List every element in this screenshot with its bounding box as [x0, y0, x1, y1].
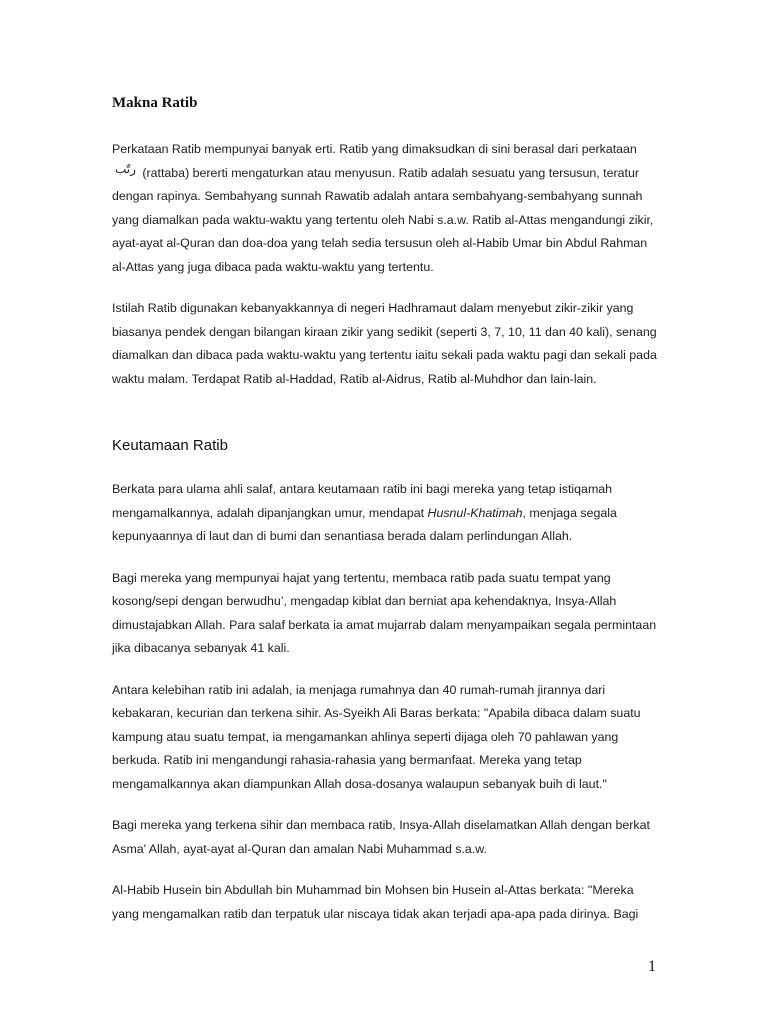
paragraph-text: (rattaba) bererti mengaturkan atau menyusun. Ratib adalah sesuatu yang tersusun, teratur dengan rapinya. Sembahyang sunnah Rawatib adalah antara sembahyang-sembahyang sunnah yang diamalkan pada waktu-waktu yang tertentu oleh Nabi s.a.w. Ratib al-Attas mengandungi zikir, ayat-ayat al-Quran dan doa-doa yang telah sedia tersusun oleh al-Habib Umar bin Abdul Rahman al-Attas yang juga dibaca pada waktu-waktu yang tertentu.	[112, 165, 654, 274]
paragraph-makna-1	[112, 138, 660, 279]
paragraph-keutamaan-4: Bagi mereka yang terkena sihir dan membaca ratib, Insya-Allah diselamatkan Allah dengan berkat Asma' Allah, ayat-ayat al-Quran dan amalan Nabi Muhammad s.a.w.	[112, 818, 650, 856]
paragraph-makna-2: Istilah Ratib digunakan kebanyakkannya di negeri Hadhramaut dalam menyebut zikir-zikir yang biasanya pendek dengan bilangan kiraan zikir yang sedikit (seperti 3, 7, 10, 11 dan 40 kali), senang diamalkan dan dibaca pada waktu-waktu yang tertentu iaitu sekali pada waktu pagi dan sekali pada waktu malam. Terdapat Ratib al-Haddad, Ratib al-Aidrus, Ratib al-Muhdhor dan lain-lain.	[112, 301, 657, 386]
paragraph-text: Berkata para ulama ahli salaf, antara keutamaan ratib ini bagi mereka yang tetap istiqamah mengamalkannya, adalah dipanjangkan umur, mendapat	[112, 482, 613, 520]
italic-term: Husnul-Khatimah	[427, 505, 523, 520]
section-gap	[112, 409, 660, 437]
paragraph-keutamaan-1	[112, 478, 660, 549]
page-number: 1	[648, 958, 656, 975]
heading-keutamaan-ratib: Keutamaan Ratib	[112, 437, 228, 454]
document-body	[112, 95, 660, 944]
arabic-word: رتّب	[115, 161, 136, 176]
heading-makna-ratib: Makna Ratib	[112, 95, 198, 111]
paragraph-text: , menjaga segala kepunyaannya di laut dan di bumi dan senantiasa berada dalam perlindungan Allah.	[112, 505, 617, 543]
paragraph-keutamaan-2: Bagi mereka yang mempunyai hajat yang tertentu, membaca ratib pada suatu tempat yang kosong/sepi dengan berwudhu’, mengadap kiblat dan berniat apa kehendaknya, Insya-Allah dimustajabkan Allah. Para salaf berkata ia amat mujarrab dalam menyampaikan segala permintaan jika dibacanya sebanyak 41 kali.	[112, 570, 657, 655]
paragraph-keutamaan-5: Al-Habib Husein bin Abdullah bin Muhammad bin Mohsen bin Husein al-Attas berkata: "Mereka yang mengamalkan ratib dan terpatuk ular niscaya tidak akan terjadi apa-apa pada dirinya. Bagi	[112, 883, 639, 921]
paragraph-keutamaan-3: Antara kelebihan ratib ini adalah, ia menjaga rumahnya dan 40 rumah-rumah jirannya dari kebakaran, kecurian dan terkena sihir. As-Syeikh Ali Baras berkata: "Apabila dibaca dalam suatu kampung atau suatu tempat, ia mengamankan ahlinya seperti dijaga oleh 70 pahlawan yang berkuda. Ratib ini mengandungi rahasia-rahasia yang bermanfaat. Mereka yang tetap mengamalkannya akan diampunkan Allah dosa-dosanya walaupun sebanyak buih di laut."	[112, 682, 641, 791]
paragraph-text: Perkataan Ratib mempunyai banyak erti. Ratib yang dimaksudkan di sini berasal dari perkataan	[112, 142, 637, 156]
